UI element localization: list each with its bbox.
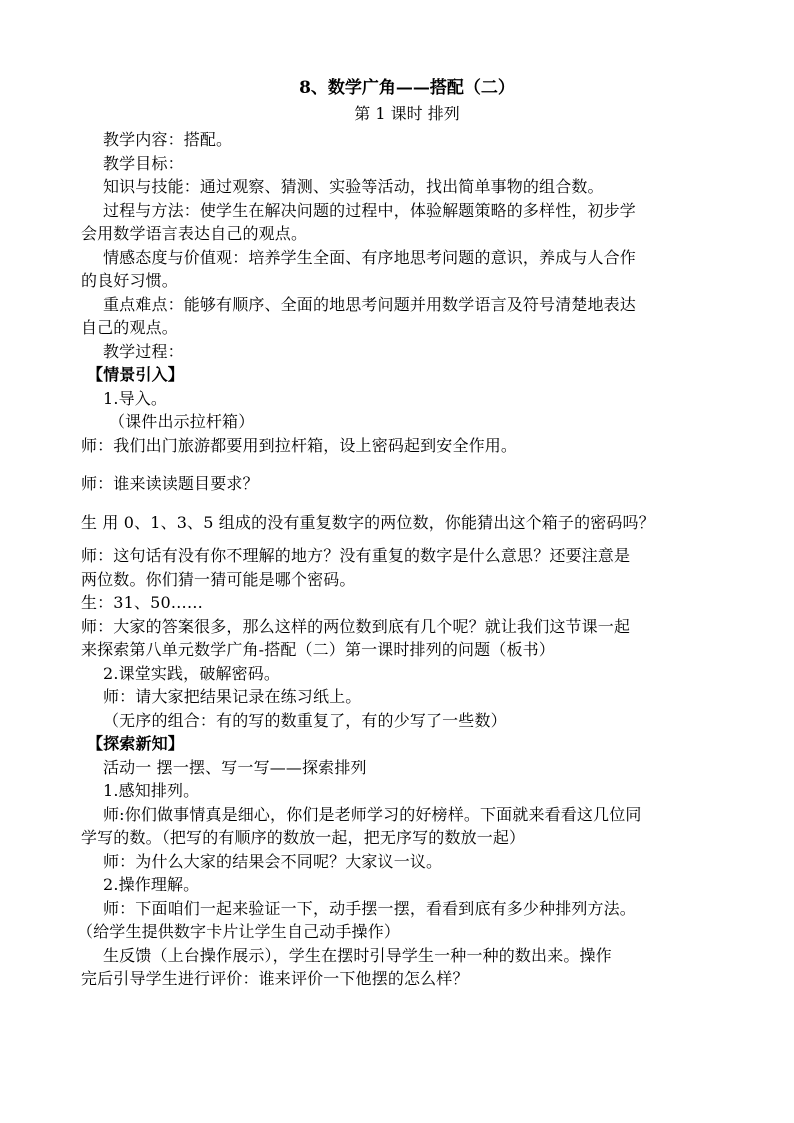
teacher-line-record: 师：请大家把结果记录在练习纸上。 <box>103 687 362 706</box>
explore-step-1: 1.感知排列。 <box>103 781 200 800</box>
process-method-line: 过程与方法：使学生在解决问题的过程中，体验解题策略的多样性，初步学 <box>103 200 636 220</box>
key-difficulty-line-cont: 自己的观点。 <box>81 318 178 337</box>
process-method-line-cont: 会用数学语言表达自己的观点。 <box>81 224 308 243</box>
courseware-note: （课件出示拉杆箱） <box>109 412 255 431</box>
section-heading-intro: 【情景引入】 <box>87 365 184 384</box>
teacher-line-understand-cont: 两位数。你们猜一猜可能是哪个密码。 <box>81 569 356 589</box>
knowledge-skills-line: 知识与技能：通过观察、猜测、实验等活动，找出简单事物的组合数。 <box>103 177 604 196</box>
document-subtitle: 第 1 课时 排列 <box>354 104 460 123</box>
teaching-process-heading: 教学过程： <box>103 341 184 361</box>
teacher-line-how-many: 师：大家的答案很多，那么这样的两位数到底有几个呢？就让我们这节课一起 <box>81 616 631 636</box>
number-cards-note: （给学生提供数字卡片让学生自己动手操作） <box>77 922 401 941</box>
student-feedback-line-cont: 完后引导学生进行评价：谁来评价一下他摆的怎么样？ <box>81 969 469 988</box>
teacher-line-discuss: 师：为什么大家的结果会不同呢？大家议一议。 <box>103 851 443 871</box>
emotion-values-line: 情感态度与价值观：培养学生全面、有序地思考问题的意识，养成与人合作 <box>103 247 636 267</box>
intro-step-2: 2.课堂实践，破解密码。 <box>103 663 281 683</box>
section-heading-explore: 【探索新知】 <box>87 734 184 753</box>
teacher-line-suitcase: 师：我们出门旅游都要用到拉杆箱，设上密码起到安全作用。 <box>81 435 518 455</box>
student-line-answers: 生：31、50…… <box>81 593 204 612</box>
teacher-line-read-question: 师：谁来读读题目要求？ <box>81 474 259 493</box>
activity-one-line: 活动一 摆一摆、写一写——探索排列 <box>103 757 367 777</box>
explore-step-2: 2.操作理解。 <box>103 875 200 894</box>
teacher-line-praise: 师:你们做事情真是细心，你们是老师学习的好榜样。下面就来看看这几位同 <box>103 804 642 824</box>
intro-step-1: 1.导入。 <box>103 388 168 408</box>
document-title: 8、数学广角——搭配（二） <box>299 78 515 98</box>
teaching-content-line: 教学内容：搭配。 <box>103 130 233 149</box>
document-body <box>77 128 721 991</box>
teacher-line-verify: 师：下面咱们一起来验证一下，动手摆一摆，看看到底有多少种排列方法。 <box>103 898 636 918</box>
teacher-line-how-many-cont: 来探索第八单元数学广角-搭配（二）第一课时排列的问题（板书） <box>81 640 555 659</box>
unordered-note: （无序的组合：有的写的数重复了，有的少写了一些数） <box>103 710 507 730</box>
student-feedback-line: 生反馈（上台操作展示），学生在摆时引导学生一种一种的数出来。操作 <box>103 945 612 965</box>
key-difficulty-line: 重点难点：能够有顺序、全面的地思考问题并用数学语言及符号清楚地表达 <box>103 294 636 314</box>
teacher-line-praise-cont: 学写的数。（把写的有顺序的数放一起，把无序写的数放一起） <box>81 828 526 847</box>
teacher-line-understand: 师：这句话有没有你不理解的地方？没有重复的数字是什么意思？还要注意是 <box>81 546 631 565</box>
emotion-values-line-cont: 的良好习惯。 <box>81 271 178 290</box>
teaching-goals-heading: 教学目标： <box>103 153 184 173</box>
student-line-digits: 生 用 0、1、3、5 组成的没有重复数字的两位数，你能猜出这个箱子的密码吗？ <box>81 512 655 532</box>
